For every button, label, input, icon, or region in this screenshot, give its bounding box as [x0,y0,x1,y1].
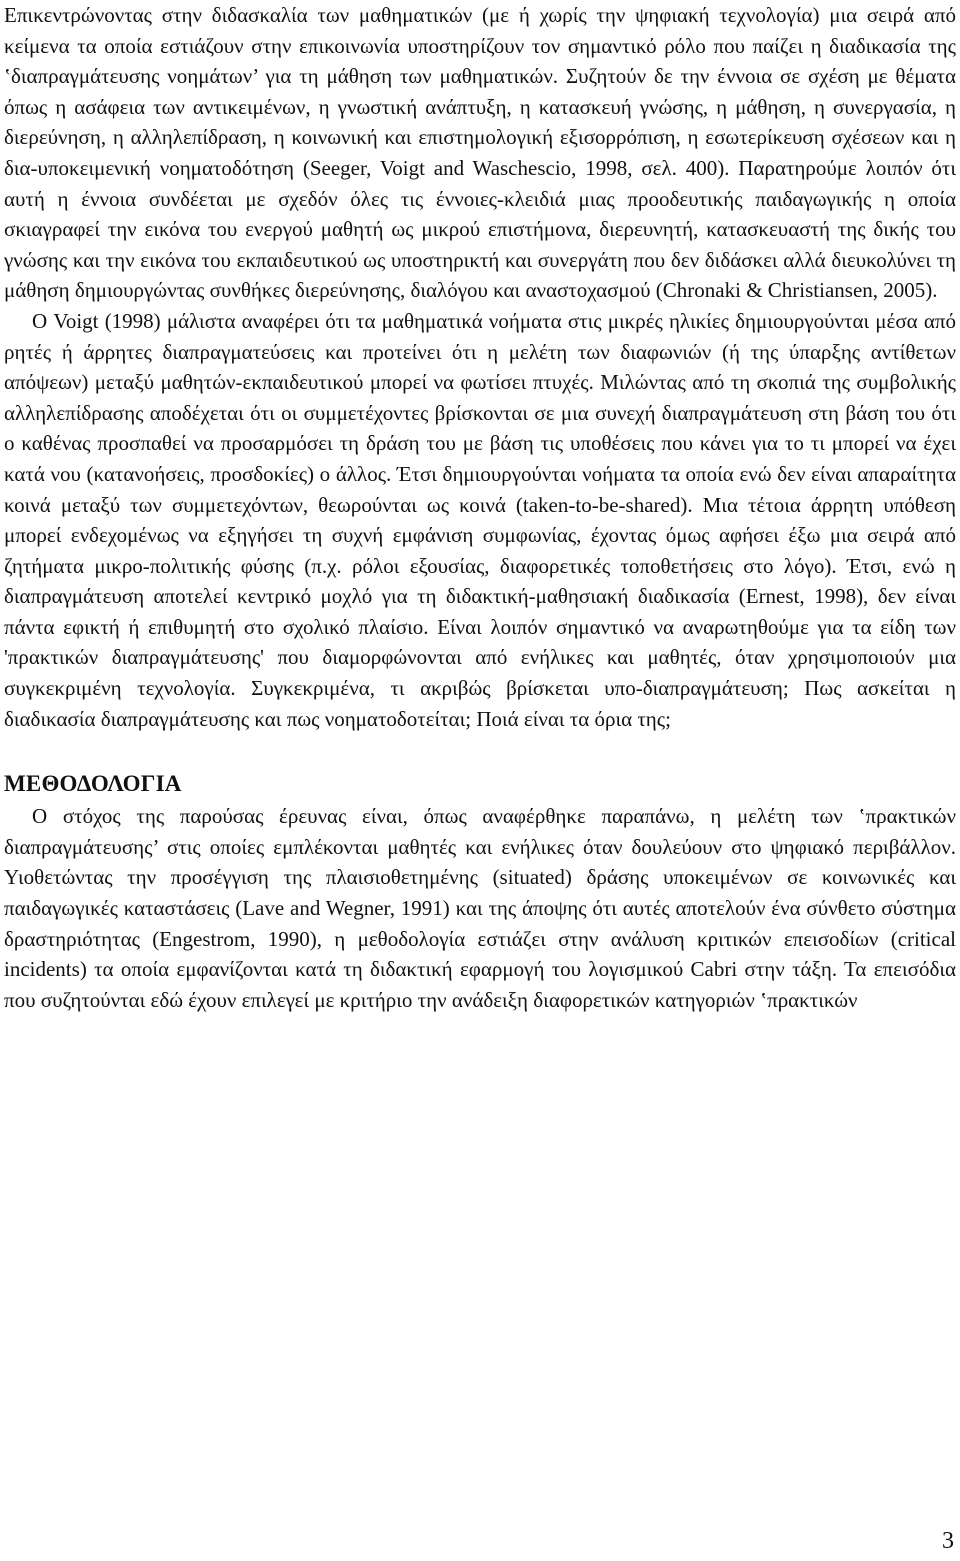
body-paragraph-negotiation: Επικεντρώνοντας στην διδασκαλία των μαθηματικών (με ή χωρίς την ψηφιακή τεχνολογία) μια σειρά από κείμενα τα οποία εστιάζουν στην επικοινωνία υποστηρίζουν τον σημαντικό ρόλο που παίζει η διαδικασία της ‛διαπραγμάτευσης νοημάτων’ για τη μάθηση των μαθηματικών. Συζητούν δε την έννοια σε σχέση με θέματα όπως η ασάφεια των αντικειμένων, η γνωστική ανάπτυξη, η κατασκευή γνώσης, η μάθηση, η συνεργασία, η διερεύνηση, η αλληλεπίδραση, η κοινωνική και επιστημολογική εξισορρόπιση, η εσωτερίκευση σχέσεων και η δια-υποκειμενική νοηματοδότηση (Seeger, Voigt and Waschescio, 1998, σελ. 400). Παρατηρούμε λοιπόν ότι αυτή η έννοια συνδέεται με σχεδόν όλες τις έννοιες-κλειδιά μιας προοδευτικής παιδαγωγικής η οποία σκιαγραφεί την εικόνα του ενεργού μαθητή ως μικρού επιστήμονα, διερευνητή, κατασκευαστή της δικής του γνώσης και την εικόνα του εκπαιδευτικού ως υποστηρικτή και συνεργάτη που δεν διδάσκει αλλά διευκολύνει τη μάθηση δημιουργώντας συνθήκες διερεύνησης, διαλόγου και αναστοχασμού (Chronaki & Christiansen, 2005). [4,3,956,303]
document-page [4,0,956,1015]
section-heading-methodology: ΜΕΘΟΔΟΛΟΓΙΑ [4,771,182,797]
body-paragraph-methodology: Ο στόχος της παρούσας έρευνας είναι, όπως αναφέρθηκε παραπάνω, η μελέτη των ‛πρακτικών διαπραγμάτευσης’ στις οποίες εμπλέκονται μαθητές και ενήλικες όταν δουλεύουν στο ψηφιακό περιβάλλον. Υιοθετώντας την προσέγγιση της πλαισιοθετημένης (situated) δράσης υποκειμένων σε κοινωνικές και παιδαγωγικές καταστάσεις (Lave and Wegner, 1991) και της άποψης ότι αυτές αποτελούν ένα σύνθετο σύστημα δραστηριότητας (Engestrom, 1990), η μεθοδολογία εστιάζει στην ανάλυση κριτικών επεισοδίων (critical incidents) τα οποία εμφανίζονται κατά τη διδακτική εφαρμογή του λογισμικού Cabri στην τάξη. Τα επεισόδια που συζητούνται εδώ έχουν επιλεγεί με κριτήριο την ανάδειξη διαφορετικών κατηγοριών ‛πρακτικών [4,804,956,1012]
body-paragraph-voigt: Ο Voigt (1998) μάλιστα αναφέρει ότι τα μαθηματικά νοήματα στις μικρές ηλικίες δημιουργούνται μέσα από ρητές ή άρρητες διαπραγματεύσεις και προτείνει ότι η μελέτη των διαφωνιών (ή της ύπαρξης αντίθετων απόψεων) μεταξύ μαθητών-εκπαιδευτικού μπορεί να φωτίσει πτυχές. Μιλώντας από τη σκοπιά της συμβολικής αλληλεπίδρασης αποδέχεται ότι οι συμμετέχοντες βρίσκονται σε μια συνεχή διαπραγμάτευση στη βάση του ότι ο καθένας προσπαθεί να προσαρμόσει τη δράση του με βάση τις υποθέσεις που κάνει για το τι μπορεί να έχει κατά νου (κατανοήσεις, προσδοκίες) ο άλλος. Έτσι δημιουργούνται νοήματα τα οποία ενώ δεν είναι απαραίτητα κοινά μεταξύ των συμμετεχόντων, θεωρούνται ως κοινά (taken-to-be-shared). Μια τέτοια άρρητη υπόθεση μπορεί ενδεχομένως να εξηγήσει τη συχνή εμφάνιση συμφωνίας, έχοντας όμως αφήσει έξω μια σειρά από ζητήματα μικρο-πολιτικής φύσης (π.χ. ρόλοι εξουσίας, διαφορετικές τοποθετήσεις στο λόγο). Έτσι, ενώ η διαπραγμάτευση αποτελεί κεντρικό μοχλό για τη διδακτική-μαθησιακή διαδικασία (Ernest, 1998), δεν είναι πάντα εφικτή ή επιθυμητή στο σχολικό πλαίσιο. Είναι λοιπόν σημαντικό να αναρωτηθούμε για τα είδη των 'πρακτικών διαπραγμάτευσης' που διαμορφώνονται από ενήλικες και μαθητές, όταν χρησιμοποιούν μια συγκεκριμένη τεχνολογία. Συγκεκριμένα, τι ακριβώς βρίσκεται υπο-διαπραγμάτευση; Πως ασκείται η διαδικασία διαπραγμάτευσης και πως νοηματοδοτείται; Ποιά είναι τα όρια της; [4,308,956,731]
page-number: 3 [942,1528,954,1554]
